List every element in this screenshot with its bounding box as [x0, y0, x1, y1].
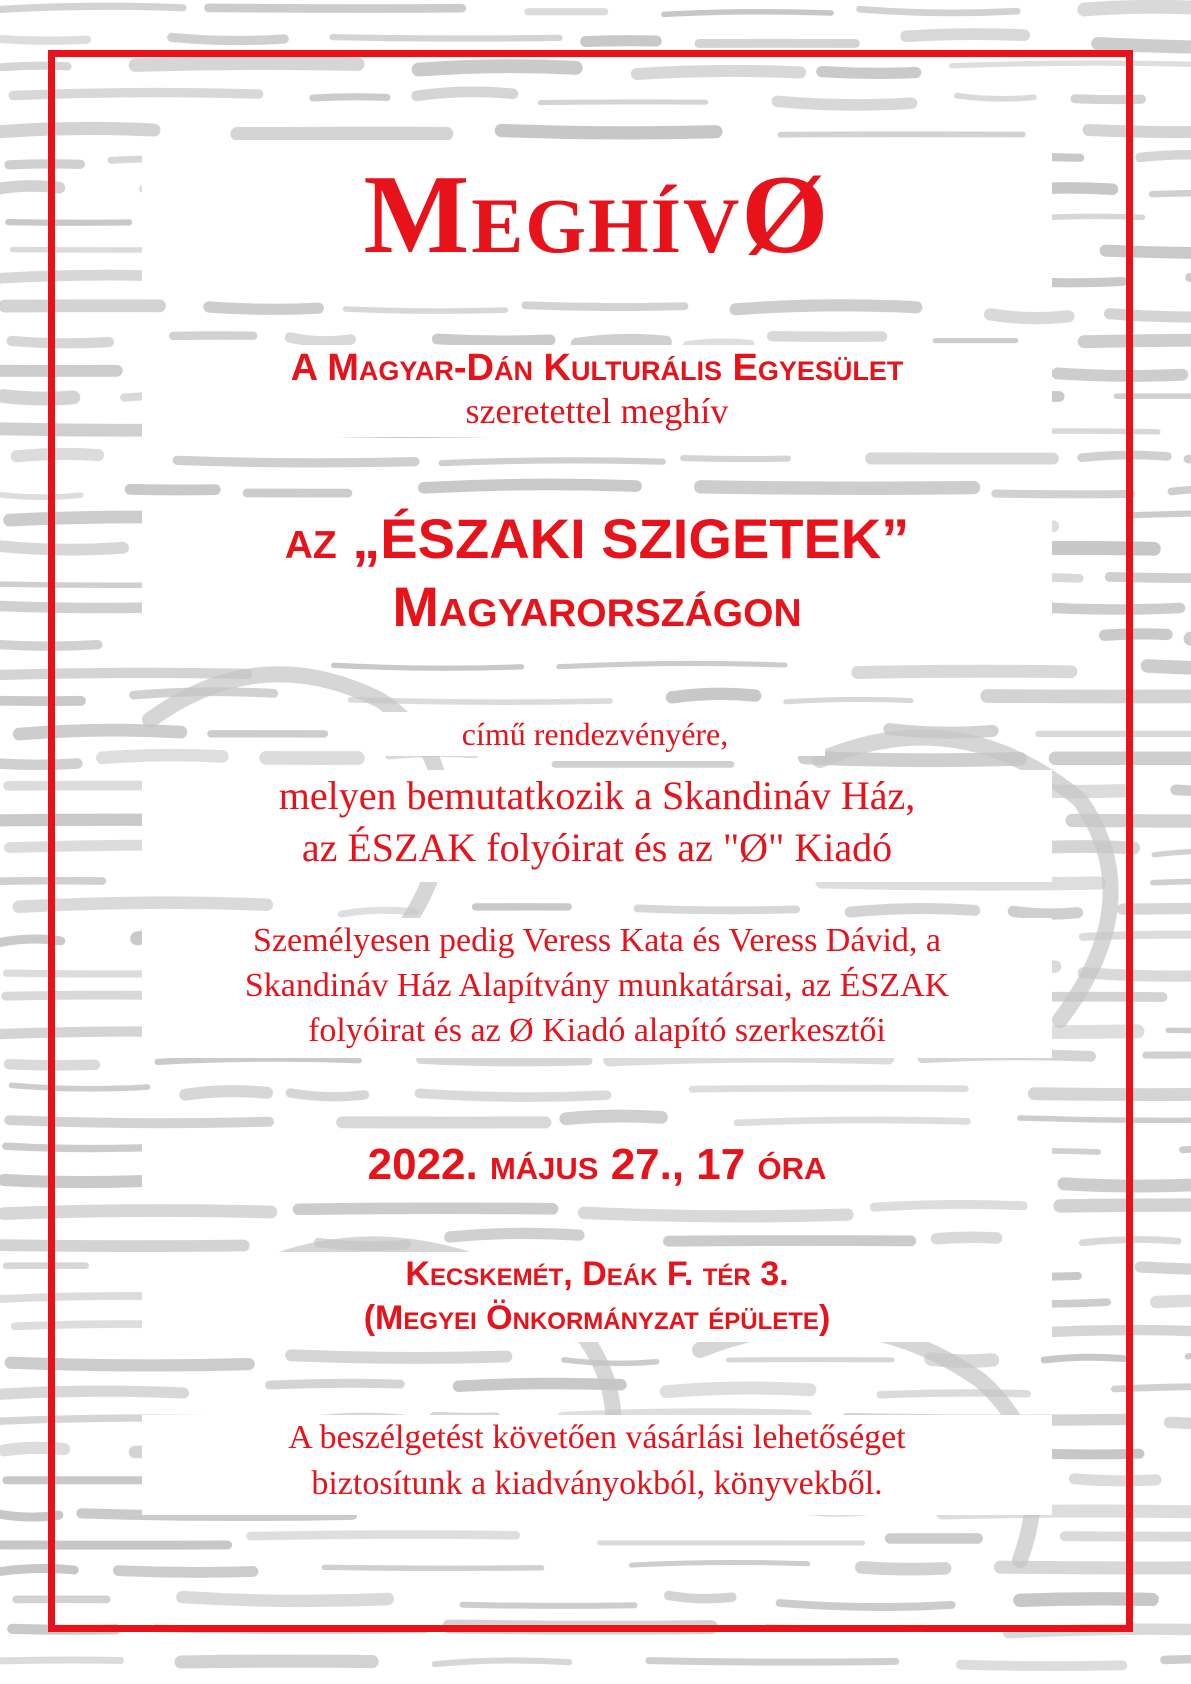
closing-note — [142, 1415, 1052, 1515]
background-streak — [649, 1661, 896, 1663]
venue-block — [142, 1252, 1052, 1342]
background-streak — [1140, 155, 1191, 158]
background-streak — [1148, 666, 1191, 669]
background-streak — [172, 37, 284, 40]
background-streak — [906, 34, 1024, 36]
presentation-line-1: melyen bemutatkozik a Skandináv Ház, — [278, 773, 916, 818]
closing-note-line-2: biztosítunk a kiadványokból, könyvekből. — [311, 1465, 883, 1502]
background-streak — [1153, 880, 1191, 883]
presentation-block — [142, 770, 1052, 882]
background-streak — [209, 8, 462, 9]
background-streak — [860, 9, 1018, 13]
background-streak — [181, 1661, 372, 1662]
invitation-title: MeghívØ — [142, 140, 1052, 290]
background-streak — [1168, 1030, 1191, 1031]
organizer-name: A Magyar-Dán Kulturális Egyesület — [290, 347, 904, 389]
closing-note-line-1: A beszélgetést követően vásárlási lehetőséget — [288, 1419, 906, 1456]
background-streak — [1171, 488, 1191, 491]
venue-building: (Megyei Önkormányzat épülete) — [363, 1299, 831, 1337]
background-streak — [0, 1660, 121, 1661]
background-streak — [1154, 851, 1191, 855]
venue-address: Kecskemét, Deák F. tér 3. — [405, 1255, 789, 1293]
background-streak — [1140, 1267, 1191, 1271]
background-streak — [333, 37, 560, 38]
background-streak — [1084, 7, 1191, 10]
persons-line-1: Személyesen pedig Veress Kata és Veress Dávid, a — [253, 922, 941, 959]
background-streak — [586, 41, 657, 42]
invite-text: szeretettel meghív — [465, 391, 729, 431]
background-streak — [1170, 1422, 1191, 1425]
persons-line-2: Skandináv Ház Alapítvány munkatársai, az ÉSZAK — [244, 967, 950, 1004]
event-title-line-1: az „ÉSZAKI SZIGETEK” — [284, 507, 910, 570]
background-streak — [1132, 512, 1191, 515]
background-streak — [1152, 193, 1191, 194]
background-streak — [1183, 1148, 1191, 1149]
persons-block — [142, 918, 1052, 1058]
event-datetime: 2022. május 27., 17 óra — [142, 1130, 1052, 1200]
background-streak — [1156, 1300, 1191, 1302]
event-suffix: című rendezvényére, — [365, 712, 825, 756]
presentation-line-2: az ÉSZAK folyóirat és az "Ø" Kiadó — [301, 825, 893, 870]
persons-line-3: folyóirat és az Ø Kiadó alapító szerkesztői — [308, 1012, 886, 1049]
background-streak — [435, 1660, 569, 1664]
organizer-block — [142, 345, 1052, 437]
background-streak — [1176, 790, 1191, 794]
background-streak — [0, 39, 87, 41]
event-title-block — [142, 505, 1052, 655]
event-title-line-2: Magyarországon — [392, 575, 802, 638]
background-streak — [961, 1665, 1123, 1666]
background-streak — [664, 12, 831, 15]
background-streak — [0, 6, 183, 9]
background-streak — [1098, 44, 1191, 48]
background-streak — [1164, 1658, 1191, 1660]
